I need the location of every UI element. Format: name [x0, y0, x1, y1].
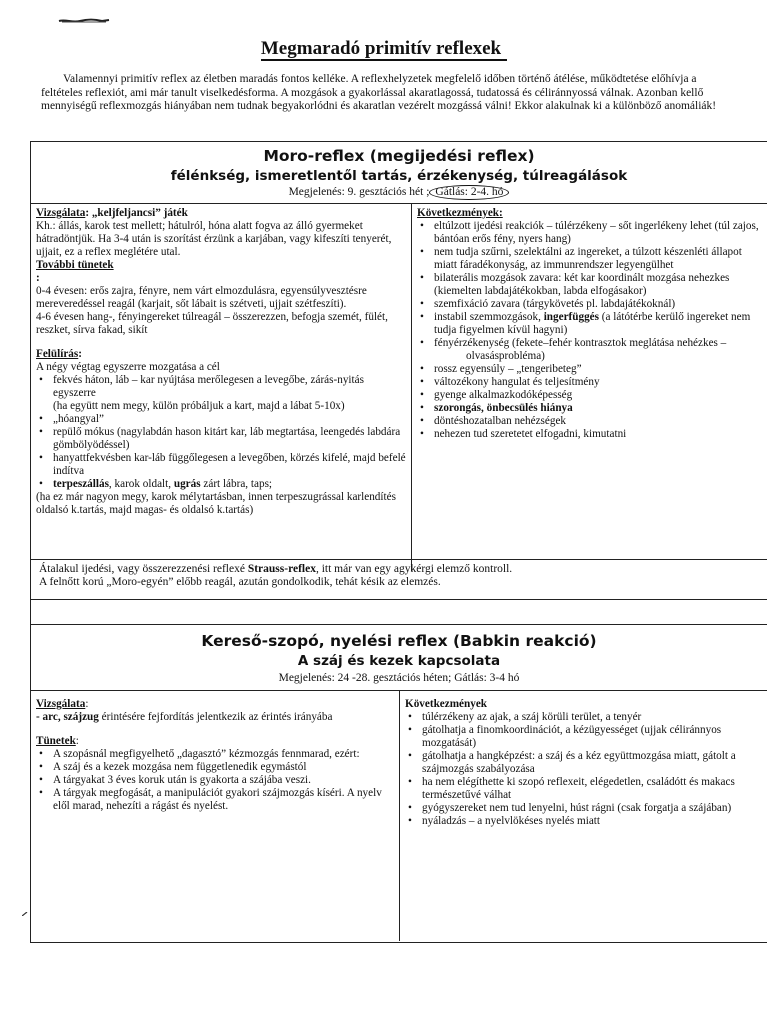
babkin-subtitle: A száj és kezek kapcsolata — [297, 653, 501, 669]
moro-gatlas-circled: Gátlás: 2-4. hó — [429, 185, 509, 200]
babkin-left-column: Vizsgálata: - arc, szájzug érintésére fejfordítás jelentkezik az érintés irányába Tünetek: • A szopásnál megfigyelhető „dagasztó” kézmozgás fennmarad, ezért: • A száj és a kezek mozgása nem függetlenedik egymástól • A tárgyakat 3 éves koruk után is gyakorta a szájába veszi. • A tárgyak megfogását, a manipulációt gyakori szájmozgás kíséri. A nyelv elől marad, nehezíti a rágást és nyelést. — [36, 698, 394, 813]
moro-note: Átalakul ijedési, vagy összerezzenési reflexé Strauss-reflex, itt már van egy agykérgi elemző kontroll. A felnőtt korú „Moro-egyén” előbb reagál, azután gondolkodik, tehát késik az elemzés. — [39, 563, 513, 588]
column-divider — [399, 690, 400, 941]
pen-mark — [22, 912, 28, 916]
list-item: • gátolhatja a finomkoordinációt, a kézügyességet (ujjak céliránnyos mozgatását) — [405, 724, 762, 750]
babkin-right-column — [405, 698, 762, 828]
list-item: • túlérzékeny az ajak, a száj körüli terület, a tenyér — [405, 711, 762, 724]
list-item: • instabil szemmozgások, ingerfüggés (a látótérbe kerülő ingereket nem tudja figyelmen kívül hagyni) — [417, 311, 762, 337]
divider — [31, 624, 767, 625]
moro-meta: Megjelenés: 9. gesztációs hét ; Gátlás: 2-4. hó — [31, 186, 767, 199]
list-item: • nyáladzás – a nyelvlökéses nyelés miatt — [405, 815, 762, 828]
list-item: • A száj és a kezek mozgása nem függetlenedik egymástól — [36, 761, 394, 774]
list-item: • bilaterális mozgások zavara: két kar koordinált mozgása nehezkes (kiemelten labdajátékokban, labda elfogásakor) — [417, 272, 762, 298]
intro-paragraph: Valamennyi primitív reflex az életben maradás fontos kelléke. A reflexhelyzetek megfelelő időben történő átélése, működtetése előhívja a feltételes reflexiót, ami már tanult viselkedésforma. A mozgások a gyakorlással akaratlagossá, tudatossá és céliránnyossá válnak. Azonban kellő mennyiségű reflexmozgás hiányában nem tudnak begyakorlódni és akaratlan vezérelt mozgássá válni! Ekkor alakulnak ki a különböző anomáliák! — [41, 73, 717, 112]
divider — [31, 203, 767, 204]
list-item: • eltúlzott ijedési reakciók – túlérzékeny – sőt ingerlékeny lehet (túl zajos, bántóan erős fény, nyers hang) — [417, 220, 762, 246]
moro-tovabbi-label: További tünetek — [36, 259, 114, 271]
babkin-kovetkezmenyek-label: Következmények — [405, 698, 488, 710]
list-item: • változékony hangulat és teljesítmény — [417, 376, 762, 389]
moro-title: Moro-reflex (megijedési reflex) — [263, 147, 535, 165]
list-item: • nehezen tud szeretetet elfogadni, kimutatni — [417, 428, 762, 441]
divider — [31, 559, 767, 560]
moro-right-column — [417, 207, 762, 441]
list-item: • szorongás, önbecsülés hiánya — [417, 402, 762, 415]
list-item: • repülő mókus (nagylabdán hason kitárt kar, láb megtartása, leengedés labdára gömbölyödéssel) — [36, 426, 406, 452]
divider — [31, 599, 767, 600]
moro-kovetkezmenyek-label: Következmények: — [417, 207, 503, 219]
list-item: • gyógyszereket nem tud lenyelni, húst rágni (csak forgatja a szájában) — [405, 802, 762, 815]
list-item: • nem tudja szűrni, szelektálni az ingereket, a túlzott készenléti állapot miatt fáradékonyság, az immunrendszer legyengülhet — [417, 246, 762, 272]
list-item: • A tárgyak megfogását, a manipulációt gyakori szájmozgás kíséri. A nyelv elől marad, nehezíti a rágást és nyelést. — [36, 787, 394, 813]
list-item: • gyenge alkalmazkodóképesség — [417, 389, 762, 402]
list-item: • szemfixáció zavara (tárgykövetés pl. labdajátékoknál) — [417, 298, 762, 311]
list-item: • fényérzékenység (fekete–fehér kontrasztok meglátása nehézkes – olvasásprobléma) — [417, 337, 762, 363]
reflex-table — [30, 141, 767, 943]
list-item: • „hóangyal” — [36, 413, 406, 426]
list-item: • fekvés háton, láb – kar nyújtása merőlegesen a levegőbe, zárás-nyitás egyszerre (ha együtt nem megy, külön próbáljuk a kart, majd a lábat 5-10x) — [36, 374, 406, 413]
list-item: • A szopásnál megfigyelhető „dagasztó” kézmozgás fennmarad, ezért: — [36, 748, 394, 761]
pen-scribble — [58, 17, 110, 25]
moro-felulras-label: Felülírás — [36, 348, 79, 360]
list-item: • A tárgyakat 3 éves koruk után is gyakorta a szájába veszi. — [36, 774, 394, 787]
page-title: Megmaradó primitív reflexek — [0, 38, 768, 60]
moro-left-column: Vizsgálata: „keljfeljancsi” játék Kh.: állás, karok test mellett; hátulról, hóna alatt fogva az álló gyermeket hátradöntjük. Ha 3-4 után is szorítást érzünk a karjában, vagy kifeszíti tenyerét, ujjait, ez a reflex meglétére utal. További tünetek : 0-4 évesen: erős zajra, fényre, nem várt elmozdulásra, egyensúlyvesztésre mereveredéssel reagál (karjait, sőt lábait is szétveti, ujjait szétfeszíti). 4-6 évesen hang-, fényingereket túlreagál – összerezzen, befogja szemét, fülét, reszket, sírva fakad, sikít Felülírás: A négy végtag egyszerre mozgatása a cél • fekvés háton, láb – kar nyújtása merőlegesen a levegőbe, zárás-nyitás egyszerre (ha együtt nem megy, külön próbáljuk a kart, majd a lábat 5-10x) • „hóangyal” • repülő mókus (nagylabdán hason kitárt kar, láb megtartása, leengedés labdára gömbölyödéssel) • hanyattfekvésben kar-láb függőlegesen a levegőben, körzés kifelé, majd befelé indítva • terpeszállás, karok oldalt, ugrás zárt lábra, taps; (ha ez már nagyon megy, karok mélytartásban, innen terpeszugrással karlendítés oldalsó k.tartás, majd magas- és oldalsó k.tartás) — [36, 207, 406, 517]
list-item: • döntéshozatalban nehézségek — [417, 415, 762, 428]
list-item: • terpeszállás, karok oldalt, ugrás zárt lábra, taps; — [36, 478, 406, 491]
list-item: • gátolhatja a hangképzést: a száj és a kéz együttmozgása miatt, gátolt a szájmozgás szabályozása — [405, 750, 762, 776]
list-item: • rossz egyensúly – „tengeribeteg” — [417, 363, 762, 376]
column-divider — [411, 203, 412, 571]
moro-subtitle: félénkség, ismeretlentől tartás, érzékenység, túlreagálások — [170, 168, 628, 184]
babkin-title: Kereső-szopó, nyelési reflex (Babkin reakció) — [201, 632, 597, 650]
list-item: • hanyattfekvésben kar-láb függőlegesen a levegőben, körzés kifelé, majd befelé indítva — [36, 452, 406, 478]
list-item: • ha nem elégíthette ki szopó reflexeit, elégedetlen, családótt és makacs természetűvé válhat — [405, 776, 762, 802]
babkin-meta: Megjelenés: 24 -28. gesztációs héten; Gátlás: 3-4 hó — [278, 672, 520, 684]
moro-kh-text: Kh.: állás, karok test mellett; hátulról, hóna alatt fogva az álló gyermeket hátradöntjük. Ha 3-4 után is szorítást érzünk a karjában, vagy kifeszíti tenyerét, ujjait, ez a reflex meglétére utal. — [36, 220, 392, 258]
